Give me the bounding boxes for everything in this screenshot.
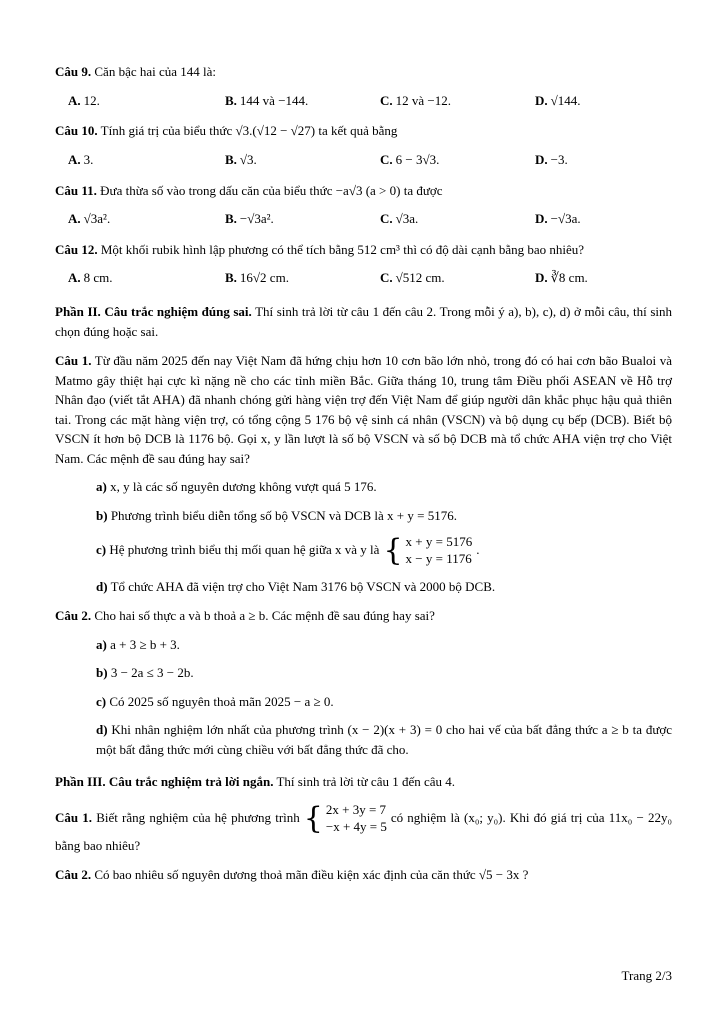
question-text: Cho hai số thực a và b thoả a ≥ b. Các mệnh đề sau đúng hay sai?: [94, 608, 435, 624]
option-c: [380, 209, 535, 230]
question-label: Câu 12.: [55, 241, 98, 257]
system-lines: [326, 802, 387, 836]
question-label: Câu 11.: [55, 182, 97, 198]
option-label: B.: [225, 211, 237, 227]
part2-q1-item-a: [55, 477, 672, 497]
option-text: √144.: [550, 92, 581, 108]
option-text: 8 cm.: [83, 270, 113, 286]
option-b: [225, 209, 380, 230]
question-text: Có bao nhiêu số nguyên dương thoả mãn điều kiện xác định của căn thức √5 − 3x ?: [94, 867, 529, 883]
question-9-options: [55, 91, 672, 112]
system-equation: 2x + 3y = 7: [325, 801, 387, 817]
item-text: Khi nhân nghiệm lớn nhất của phương trình (x − 2)(x + 3) = 0 cho hai vế của bất đẳng thức a ≥ b ta được một bất đẳng thức mới cùng chiều với bất đẳng thức đã cho.: [96, 722, 673, 757]
part3-question-1: [55, 802, 672, 855]
question-text: Một khối rubik hình lập phương có thể tích bằng 512 cm³ thì có độ dài cạnh bằng bao nhiêu?: [100, 241, 585, 257]
option-label: D.: [535, 211, 548, 227]
item-label: a): [96, 479, 107, 495]
part2-q2-item-a: [55, 635, 672, 655]
option-label: A.: [68, 211, 81, 227]
question-11-options: [55, 209, 672, 230]
question-text: Biết rằng nghiệm của hệ phương trình: [96, 809, 300, 825]
item-label: a): [96, 636, 107, 652]
part2-question-2: [55, 606, 672, 759]
part2-question-1: [55, 351, 672, 596]
part3-section: [55, 772, 672, 884]
option-label: A.: [68, 151, 81, 167]
question-text-tail: 11x₀ − 22y₀ bằng bao nhiêu?: [55, 809, 672, 853]
option-text: 12 và −12.: [395, 92, 451, 108]
option-text: √3a².: [83, 211, 111, 227]
system-equation: x + y = 5176: [405, 534, 473, 550]
option-a: [68, 150, 225, 171]
part2-q1-item-d: [55, 577, 672, 597]
part2-section: [55, 302, 672, 759]
option-text: √512 cm.: [395, 270, 445, 286]
system-equation: x − y = 1176: [405, 551, 472, 567]
option-text: 6 − 3√3.: [395, 151, 440, 167]
part3-heading-title: Phần III. Câu trắc nghiệm trả lời ngắn.: [55, 774, 274, 790]
page-number: Trang 2/3: [621, 968, 672, 983]
part3-heading: [55, 772, 672, 792]
option-label: A.: [68, 92, 81, 108]
option-label: C.: [380, 270, 393, 286]
system-equation: −x + 4y = 5: [325, 818, 387, 834]
part3-question-2: [55, 865, 672, 885]
item-text: Phương trình biểu diễn tổng số bộ VSCN và DCB là x + y = 5176.: [110, 507, 457, 523]
item-label: b): [96, 507, 108, 523]
option-label: D.: [535, 270, 548, 286]
question-12-options: [55, 268, 672, 289]
part2-question-1-stem: [55, 351, 672, 468]
item-text: 3 − 2a ≤ 3 − 2b.: [110, 665, 194, 681]
question-label: Câu 10.: [55, 123, 98, 139]
option-text: −√3a².: [239, 211, 274, 227]
option-b: [225, 150, 380, 171]
option-a: [68, 209, 225, 230]
part3-heading-instructions: Thí sinh trả lời từ câu 1 đến câu 4.: [276, 774, 456, 790]
option-d: [535, 91, 672, 112]
option-text: √3.: [239, 151, 257, 167]
option-label: C.: [380, 92, 393, 108]
question-label: Câu 1.: [55, 353, 92, 369]
option-text: 144 và −144.: [239, 92, 309, 108]
option-a: [68, 91, 225, 112]
equation-system: [383, 534, 472, 568]
option-c: [380, 268, 535, 289]
question-11-stem: [55, 181, 672, 201]
item-text: Có 2025 số nguyên thoả mãn 2025 − a ≥ 0.: [109, 693, 334, 709]
part2-q2-item-b: [55, 663, 672, 683]
option-a: [68, 268, 225, 289]
part2-q1-item-c: [55, 534, 672, 568]
equation-system: [304, 802, 387, 836]
option-text: −3.: [550, 151, 568, 167]
option-label: B.: [225, 92, 237, 108]
option-text: 16√2 cm.: [239, 270, 289, 286]
option-text: 3.: [83, 151, 94, 167]
item-text: Tổ chức AHA đã viện trợ cho Việt Nam 3176 bộ VSCN và 2000 bộ DCB.: [110, 578, 496, 594]
option-d: [535, 209, 672, 230]
item-label: d): [96, 722, 108, 738]
part2-heading-title: Phần II. Câu trắc nghiệm đúng sai.: [55, 304, 252, 320]
question-label: Câu 2.: [55, 608, 92, 624]
page-footer: [622, 968, 672, 984]
option-label: A.: [68, 270, 81, 286]
part2-heading-instructions: Thí sinh trả lời từ câu 1 đến câu 2. Trong mỗi ý a), b), c), d) ở mỗi câu, thí sinh chọn đúng hoặc sai.: [55, 304, 672, 339]
question-10-stem: [55, 121, 672, 141]
system-brace: {: [303, 800, 323, 836]
option-label: D.: [535, 92, 548, 108]
part2-heading: [55, 302, 672, 341]
option-text: 12.: [83, 92, 100, 108]
item-label: c): [96, 693, 107, 709]
part2-q1-item-b: [55, 506, 672, 526]
question-text: Tính giá trị của biểu thức √3.(√12 − √27) ta kết quả bằng: [100, 123, 398, 139]
question-9: [55, 62, 672, 111]
question-text: Từ đầu năm 2025 đến nay Việt Nam đã hứng chịu hơn 10 cơn bão lớn nhỏ, trong đó có hai cơn bão Bualoi và Matmo gây thiệt hại cực kì nặng nề cho các tỉnh miền Bắc. Giữa tháng 10, trung tâm Điều phối ASEAN về Hỗ trợ Nhân đạo (viết tắt AHA) đã nhanh chóng gửi hàng viện trợ đến Việt Nam để giúp người dân khắc phục hậu quả thiên tai. Trong các mặt hàng viện trợ, có tổng cộng 5 176 bộ vệ sinh cá nhân (VSCN) và bộ dụng cụ bếp (DCB). Biết bộ VSCN ít hơn bộ DCB là 1176 bộ. Gọi x, y lần lượt là số bộ VSCN và số bộ DCB mà tổ chức AHA viện trợ cho Việt Nam. Các mệnh đề sau đúng hay sai?: [55, 353, 673, 466]
option-b: [225, 91, 380, 112]
item-label: c): [96, 542, 107, 558]
option-text: −√3a.: [550, 211, 581, 227]
option-label: D.: [535, 151, 548, 167]
question-text: Đưa thừa số vào trong dấu căn của biểu thức −a√3 (a > 0) ta được: [100, 182, 443, 198]
item-label: d): [96, 578, 108, 594]
part2-question-2-stem: [55, 606, 672, 626]
item-text: x, y là các số nguyên dương không vượt quá 5 176.: [110, 479, 377, 495]
option-label: B.: [225, 151, 237, 167]
option-text: √3a.: [395, 211, 419, 227]
system-brace: {: [383, 533, 403, 569]
question-text-after: có nghiệm là (x₀; y₀). Khi đó giá trị của: [390, 809, 605, 825]
part1-section: [55, 62, 672, 289]
option-label: C.: [380, 151, 393, 167]
question-label: Câu 2.: [55, 867, 92, 883]
item-text: a + 3 ≥ b + 3.: [110, 636, 180, 652]
part2-q2-item-d: [55, 720, 672, 759]
question-10: [55, 121, 672, 170]
option-b: [225, 268, 380, 289]
system-lines: [406, 534, 473, 568]
option-label: B.: [225, 270, 237, 286]
option-c: [380, 91, 535, 112]
question-label: Câu 1.: [55, 809, 93, 825]
option-label: C.: [380, 211, 393, 227]
item-text-after: .: [476, 542, 480, 558]
question-12-stem: [55, 240, 672, 260]
question-10-options: [55, 150, 672, 171]
question-label: Câu 9.: [55, 64, 92, 79]
item-text: Hệ phương trình biểu thị mối quan hệ giữa x và y là: [109, 542, 380, 558]
question-9-stem: [55, 62, 672, 82]
question-11: [55, 181, 672, 230]
option-d: [535, 150, 672, 171]
option-text: ∛8 cm.: [550, 270, 588, 286]
option-c: [380, 150, 535, 171]
question-12: [55, 240, 672, 289]
part2-q2-item-c: [55, 692, 672, 712]
item-label: b): [96, 665, 108, 681]
option-d: [535, 268, 672, 289]
question-text: Căn bậc hai của 144 là:: [94, 64, 217, 79]
